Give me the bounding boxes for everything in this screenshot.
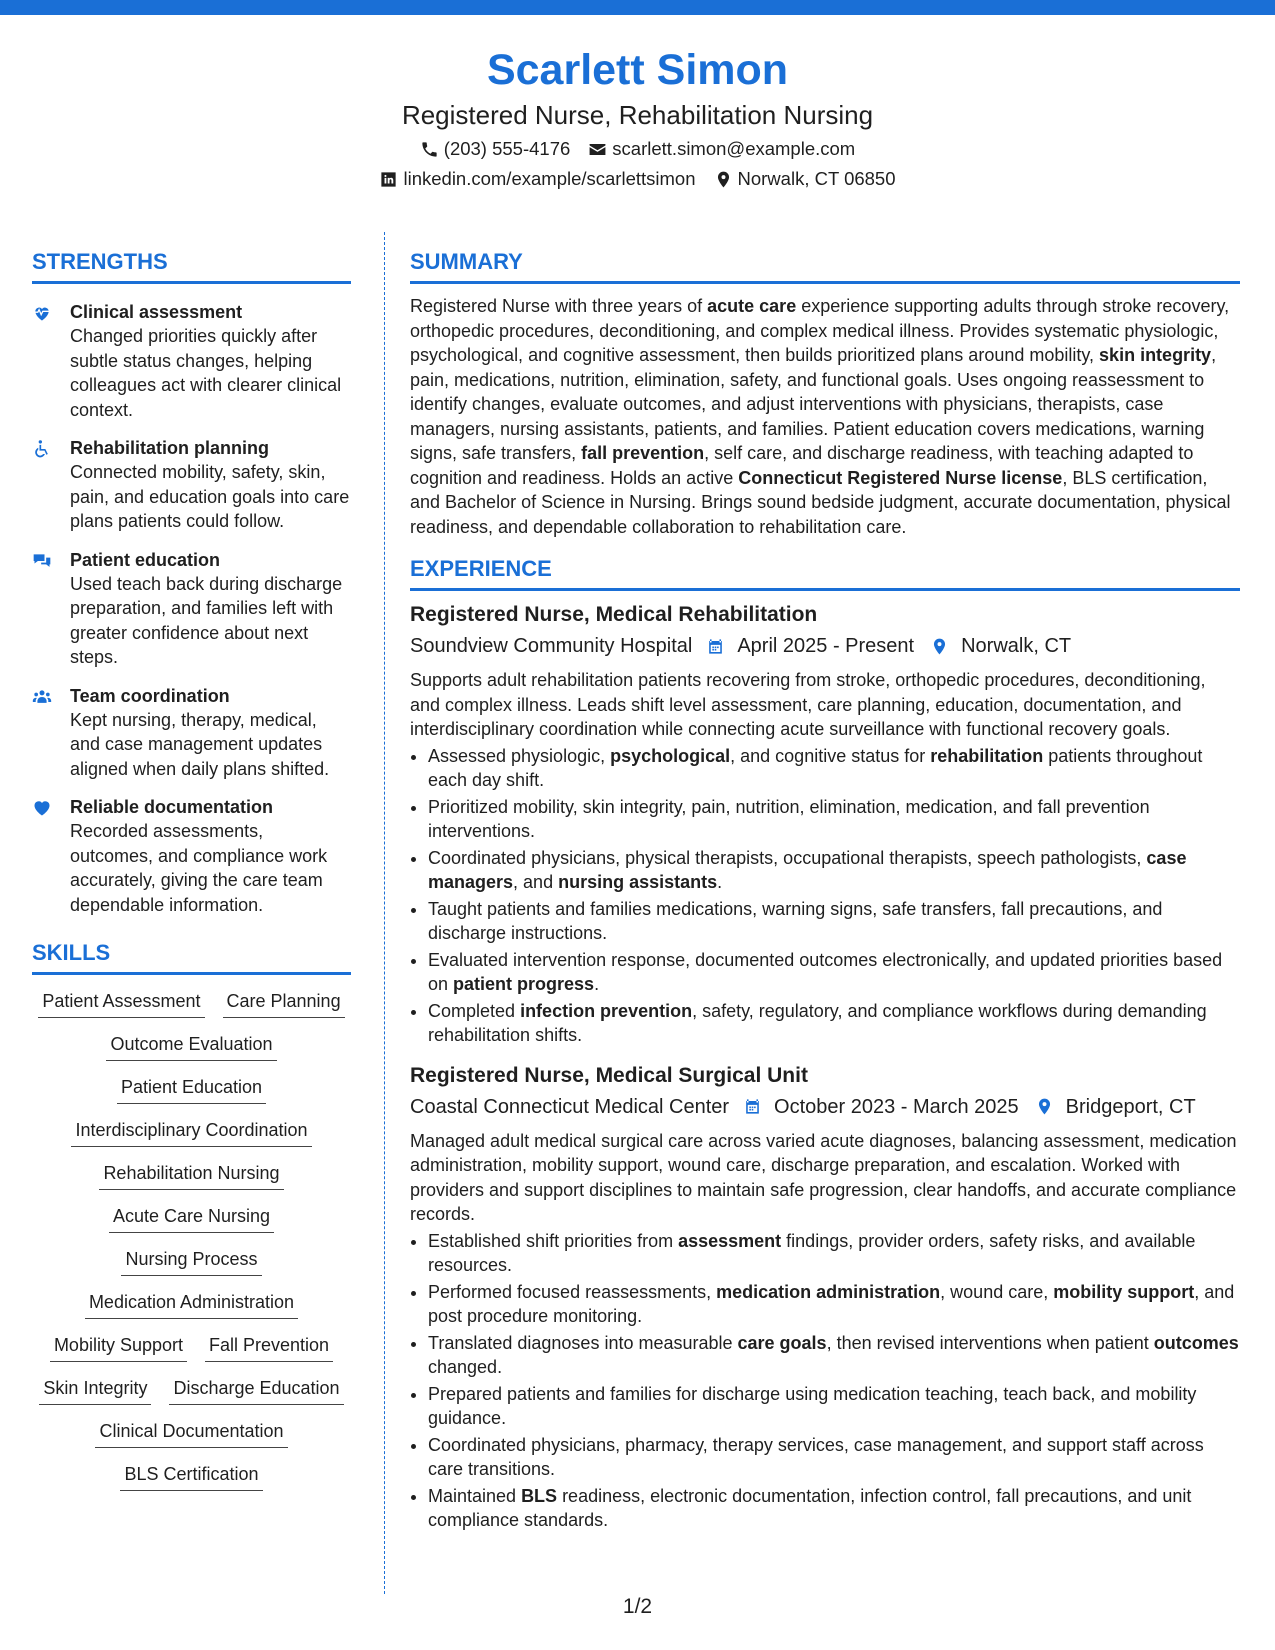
job-bullets [410, 1229, 1240, 1533]
job-employer: Soundview Community Hospital [410, 635, 693, 657]
bold-text: mobility support [1053, 1281, 1195, 1302]
resume-header [0, 44, 1275, 192]
strength-icon-wrap [32, 548, 70, 670]
text-span: , wound care, [940, 1281, 1054, 1302]
text-span: . [717, 872, 723, 892]
page-number: 1/2 [622, 1595, 653, 1618]
envelope-icon [588, 140, 607, 159]
strength-icon-wrap [32, 795, 70, 917]
job-description: Supports adult rehabilitation patients recovering from stroke, orthopedic procedures, deconditioning, and complex illness. Leads shift level assessment, care planning, education, documentation, and interdisciplinary coordination while connecting acute surveillance with functional recovery goals. [410, 670, 1206, 739]
job-description: Managed adult medical surgical care across varied acute diagnoses, balancing assessment, medication administration, mobility support, wound care, discharge preparation, and escalation. Worked with providers and support disciplines to maintain safe progression, clear handoffs, and accurate compliance records. [410, 1130, 1237, 1224]
job-employer: Coastal Connecticut Medical Center [410, 1095, 730, 1118]
strength-body [70, 684, 351, 782]
bold-text: care goals [737, 1332, 827, 1353]
text-span: Assessed physiologic, [428, 745, 611, 766]
bold-text: fall prevention [581, 443, 705, 463]
comments-icon [32, 551, 52, 571]
contact-phone [420, 136, 571, 162]
skill-tag: Care Planning [223, 989, 345, 1018]
skill-tag: Nursing Process [121, 1247, 261, 1276]
strength-title: Team coordination [70, 685, 230, 706]
bullet-item [428, 999, 1240, 1048]
bullet-item [428, 897, 1240, 946]
strength-title: Rehabilitation planning [70, 438, 269, 458]
bullet-item [428, 1484, 1240, 1533]
text-span: , then revised interventions when patient [826, 1332, 1154, 1353]
skill-tag: Skin Integrity [39, 1376, 151, 1405]
text-span: Coordinated physicians, physical therapists, occupational therapists, speech pathologists, [428, 847, 1147, 868]
strength-item [32, 300, 351, 422]
text-span: , pain, medications, nutrition, elimination, safety, and functional goals. Uses ongoing reassessment to identify changes, evaluate outcomes, and adjust interventions with physicians, therapists, case managers, nursing assistants, patients, and families. Patient education covers medications, warning signs, safe transfers, [410, 345, 1217, 463]
bold-text: acute care [707, 296, 797, 316]
text-span: findings, provider orders, safety risks, and available resources. [428, 1230, 1196, 1275]
bullet-item [428, 1280, 1240, 1329]
skill-tag: Fall Prevention [205, 1333, 333, 1362]
text-span: Prioritized mobility, skin integrity, pain, nutrition, elimination, medication, and fall prevention interventions. [428, 796, 1150, 841]
bold-text: case managers [428, 847, 1187, 892]
strength-desc: Changed priorities quickly after subtle status changes, helping colleagues act with clearer clinical context. [70, 326, 342, 420]
job-entry [410, 1062, 1240, 1533]
bullet-item [428, 1382, 1240, 1431]
skill-tag: Outcome Evaluation [106, 1032, 276, 1061]
map-pin-icon [930, 637, 949, 656]
strength-icon-wrap [32, 684, 70, 782]
text-span: Prepared patients and families for discharge using medication teaching, teach back, and mobility guidance. [428, 1383, 1197, 1428]
text-span: . [594, 974, 600, 994]
skill-tag: Clinical Documentation [95, 1419, 287, 1448]
summary-text [410, 294, 1240, 539]
bold-text: outcomes [1153, 1332, 1239, 1353]
strength-icon-wrap [32, 436, 70, 534]
calendar-icon [743, 1097, 762, 1116]
text-span: experience supporting adults through stroke recovery, orthopedic procedures, deconditioning, and complex medical illness. Provides systematic physiologic, psychological, and cognitive assessment, then builds prioritized plans around mobility, [410, 296, 1230, 365]
text-span: patients throughout each day shift. [428, 745, 1203, 790]
contact-email[interactable] [588, 136, 855, 162]
strength-item [32, 795, 351, 917]
text-span: , self care, and discharge readiness, with teaching adapted to cognition and readiness. Holds an active [410, 443, 1194, 488]
phone-icon [420, 140, 439, 159]
bullet-item [428, 744, 1240, 793]
text-span: , safety, regulatory, and compliance workflows during demanding rehabilitation shifts. [428, 1000, 1207, 1045]
text-span: Maintained [428, 1485, 522, 1506]
job-location: Bridgeport, CT [1065, 1095, 1196, 1118]
strength-desc: Kept nursing, therapy, medical, and case management updates aligned when daily plans shifted. [70, 709, 330, 779]
skill-tag: Patient Education [117, 1075, 266, 1104]
skill-tag: Discharge Education [169, 1376, 343, 1405]
email-text: scarlett.simon@example.com [612, 138, 856, 159]
map-pin-icon [714, 170, 733, 189]
contact-row-2 [0, 166, 1275, 192]
skill-tag: Interdisciplinary Coordination [71, 1118, 311, 1147]
strength-body [70, 436, 351, 534]
column-divider [384, 232, 385, 1594]
strength-desc: Recorded assessments, outcomes, and compliance work accurately, giving the care team dependable information. [70, 821, 328, 915]
job-meta [410, 632, 1240, 660]
job-entry [410, 601, 1240, 1048]
bullet-item [428, 846, 1240, 895]
text-span: Evaluated intervention response, documented outcomes electronically, and updated priorities based on [428, 949, 1223, 994]
bold-text: BLS [521, 1485, 558, 1506]
bold-text: infection prevention [520, 1000, 693, 1021]
calendar-icon [706, 637, 725, 656]
left-column [32, 248, 351, 1491]
heart-icon [32, 798, 52, 818]
job-dates: October 2023 - March 2025 [774, 1095, 1019, 1118]
job-bullets [410, 744, 1240, 1048]
job-location: Norwalk, CT [961, 635, 1072, 657]
bold-text: Connecticut Registered Nurse license [738, 467, 1063, 488]
skill-tag: Patient Assessment [38, 989, 204, 1018]
text-span: Established shift priorities from [428, 1230, 679, 1251]
skills-heading: SKILLS [32, 939, 351, 975]
bold-text: medication administration [716, 1281, 941, 1302]
bold-text: nursing assistants [558, 872, 718, 892]
summary-heading: SUMMARY [410, 248, 1240, 284]
bold-text: rehabilitation [930, 745, 1044, 766]
strength-desc: Connected mobility, safety, skin, pain, and education goals into care plans patients could follow. [70, 462, 350, 531]
contact-location [714, 166, 896, 192]
strength-body [70, 548, 351, 670]
right-column [410, 248, 1240, 1533]
text-span: Completed [428, 1000, 521, 1021]
wheelchair-icon [32, 439, 52, 459]
skill-tag: Mobility Support [50, 1333, 187, 1362]
text-span: changed. [428, 1357, 503, 1377]
linkedin-text: linkedin.com/example/scarlettsimon [403, 168, 696, 189]
text-span: Taught patients and families medications, warning signs, safe transfers, fall precautions, and discharge instructions. [428, 898, 1163, 943]
strength-title: Patient education [70, 549, 221, 570]
text-span: Translated diagnoses into measurable [428, 1332, 738, 1353]
strength-title: Reliable documentation [70, 797, 274, 817]
top-accent-bar [0, 0, 1275, 15]
experience-list [410, 601, 1240, 1533]
text-span: , and cognitive status for [730, 745, 931, 766]
bold-text: assessment [678, 1230, 782, 1251]
skill-tag: Rehabilitation Nursing [99, 1161, 283, 1190]
skill-tag: Acute Care Nursing [109, 1204, 274, 1233]
contact-row-1 [0, 136, 1275, 162]
text-span: , BLS certification, and Bachelor of Science in Nursing. Brings sound bedside judgment, accurate documentation, physical readiness, and dependable collaboration to rehabilitation care. [410, 467, 1231, 537]
location-text: Norwalk, CT 06850 [737, 168, 896, 189]
strength-body [70, 795, 351, 917]
users-icon [32, 687, 52, 707]
bullet-item [428, 1331, 1240, 1380]
skill-tag: Medication Administration [85, 1290, 298, 1319]
strength-icon-wrap [32, 300, 70, 422]
text-span: , and post procedure monitoring. [428, 1281, 1235, 1326]
linkedin-icon [379, 170, 398, 189]
bold-text: skin integrity [1099, 345, 1212, 365]
job-dates: April 2025 - Present [737, 635, 915, 657]
job-title: Registered Nurse, Medical Rehabilitation [410, 603, 818, 626]
skills-list [32, 989, 351, 1491]
strength-item [32, 436, 351, 534]
text-span: Performed focused reassessments, [428, 1281, 717, 1302]
heartbeat-icon [32, 303, 52, 323]
bullet-item [428, 795, 1240, 844]
experience-heading: EXPERIENCE [410, 555, 1240, 591]
job-title: Registered Nurse, Medical Surgical Unit [410, 1063, 808, 1087]
bold-text: patient progress [453, 974, 595, 994]
skill-tag: BLS Certification [120, 1462, 262, 1491]
strengths-heading: STRENGTHS [32, 248, 351, 284]
job-meta [410, 1093, 1240, 1121]
text-span: , and [513, 872, 559, 892]
strength-desc: Used teach back during discharge preparation, and families left with greater confidence about next steps. [70, 573, 343, 667]
phone-text: (203) 555-4176 [443, 138, 571, 159]
strength-item [32, 548, 351, 670]
bullet-item [428, 948, 1240, 997]
text-span: Coordinated physicians, pharmacy, therapy services, case management, and support staff across care transitions. [428, 1434, 1204, 1479]
strength-body [70, 300, 351, 422]
contact-linkedin[interactable] [379, 166, 695, 192]
bullet-item [428, 1433, 1240, 1482]
candidate-name: Scarlett Simon [486, 46, 789, 94]
bullet-item [428, 1229, 1240, 1278]
strength-title: Clinical assessment [70, 302, 243, 322]
strengths-list [32, 300, 351, 917]
candidate-title: Registered Nurse, Rehabilitation Nursing [401, 100, 874, 130]
text-span: Registered Nurse with three years of [410, 296, 708, 316]
bold-text: psychological [610, 745, 731, 766]
map-pin-icon [1035, 1097, 1054, 1116]
text-span: readiness, electronic documentation, infection control, fall precautions, and unit compliance standards. [428, 1485, 1192, 1530]
strength-item [32, 684, 351, 782]
